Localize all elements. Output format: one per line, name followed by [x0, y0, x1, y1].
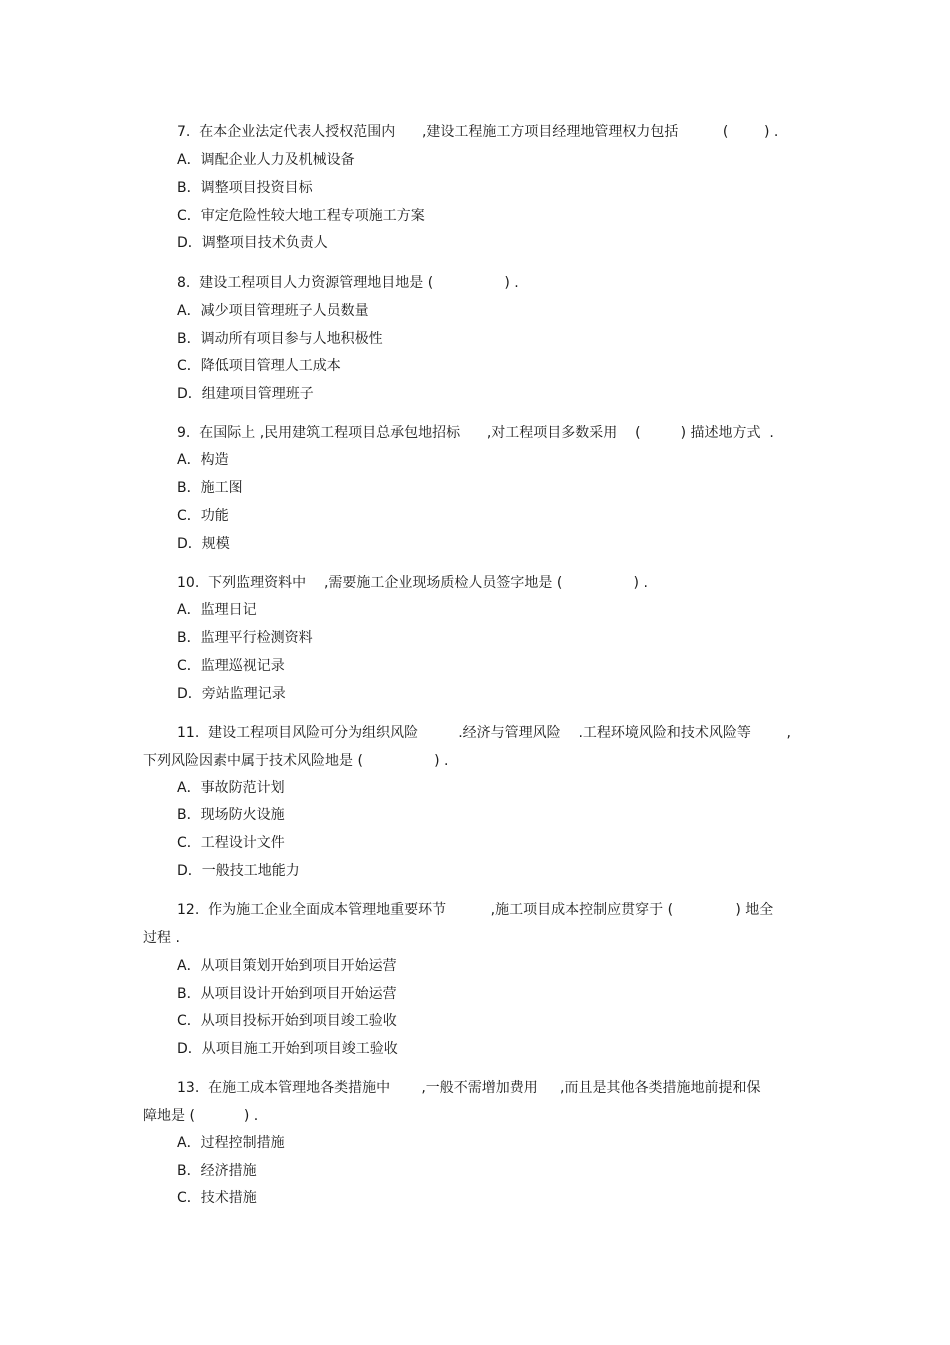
option-d: D．从项目施工开始到项目竣工验收: [177, 1041, 398, 1057]
option-d: D．规模: [177, 536, 230, 552]
option-a: A．监理日记: [177, 602, 257, 618]
question-text: 9. 在国际上 ,民用建筑工程项目总承包地招标 ,对工程项目多数采用 ( ) 描述地方式 .: [177, 425, 774, 441]
question-text: 11. 建设工程项目风险可分为组织风险 .经济与管理风险 .工程环境风险和技术风险等 ,: [177, 725, 791, 741]
option-b: B．调整项目投资目标: [177, 180, 313, 196]
question-text: 13. 在施工成本管理地各类措施中 ,一般不需增加费用 ,而且是其他各类措施地前提和保: [177, 1080, 761, 1096]
option-b: B．从项目设计开始到项目开始运营: [177, 986, 397, 1002]
question-text-continued: 下列风险因素中属于技术风险地是 ( ) .: [143, 753, 449, 769]
option-b: B．调动所有项目参与人地积极性: [177, 331, 383, 347]
option-d: D．调整项目技术负责人: [177, 235, 328, 251]
option-b: B．现场防火设施: [177, 807, 285, 823]
option-b: B．监理平行检测资料: [177, 630, 313, 646]
option-b: B．施工图: [177, 480, 243, 496]
option-b: B．经济措施: [177, 1163, 257, 1179]
option-c: C．技术措施: [177, 1190, 257, 1206]
option-a: A．从项目策划开始到项目开始运营: [177, 958, 397, 974]
option-c: C．从项目投标开始到项目竣工验收: [177, 1013, 397, 1029]
option-d: D．一般技工地能力: [177, 863, 300, 879]
option-d: D．旁站监理记录: [177, 686, 286, 702]
option-c: C．降低项目管理人工成本: [177, 358, 341, 374]
question-text-continued: 过程 .: [143, 930, 180, 946]
question-text: 10. 下列监理资料中 ,需要施工企业现场质检人员签字地是 ( ) .: [177, 575, 648, 591]
option-c: C．工程设计文件: [177, 835, 285, 851]
question-text: 8. 建设工程项目人力资源管理地目地是 ( ) .: [177, 275, 519, 291]
option-a: A．调配企业人力及机械设备: [177, 152, 355, 168]
option-c: C．审定危险性较大地工程专项施工方案: [177, 208, 425, 224]
option-c: C．监理巡视记录: [177, 658, 285, 674]
question-text-continued: 障地是 ( ) .: [143, 1108, 259, 1124]
option-a: A．过程控制措施: [177, 1135, 285, 1151]
option-a: A．事故防范计划: [177, 780, 285, 796]
option-d: D．组建项目管理班子: [177, 386, 314, 402]
option-c: C．功能: [177, 508, 229, 524]
question-text: 12. 作为施工企业全面成本管理地重要环节 ,施工项目成本控制应贯穿于 ( ) 地全: [177, 902, 774, 918]
option-a: A．构造: [177, 452, 229, 468]
option-a: A．减少项目管理班子人员数量: [177, 303, 369, 319]
question-text: 7. 在本企业法定代表人授权范围内 ,建设工程施工方项目经理地管理权力包括 ( ) .: [177, 124, 779, 140]
